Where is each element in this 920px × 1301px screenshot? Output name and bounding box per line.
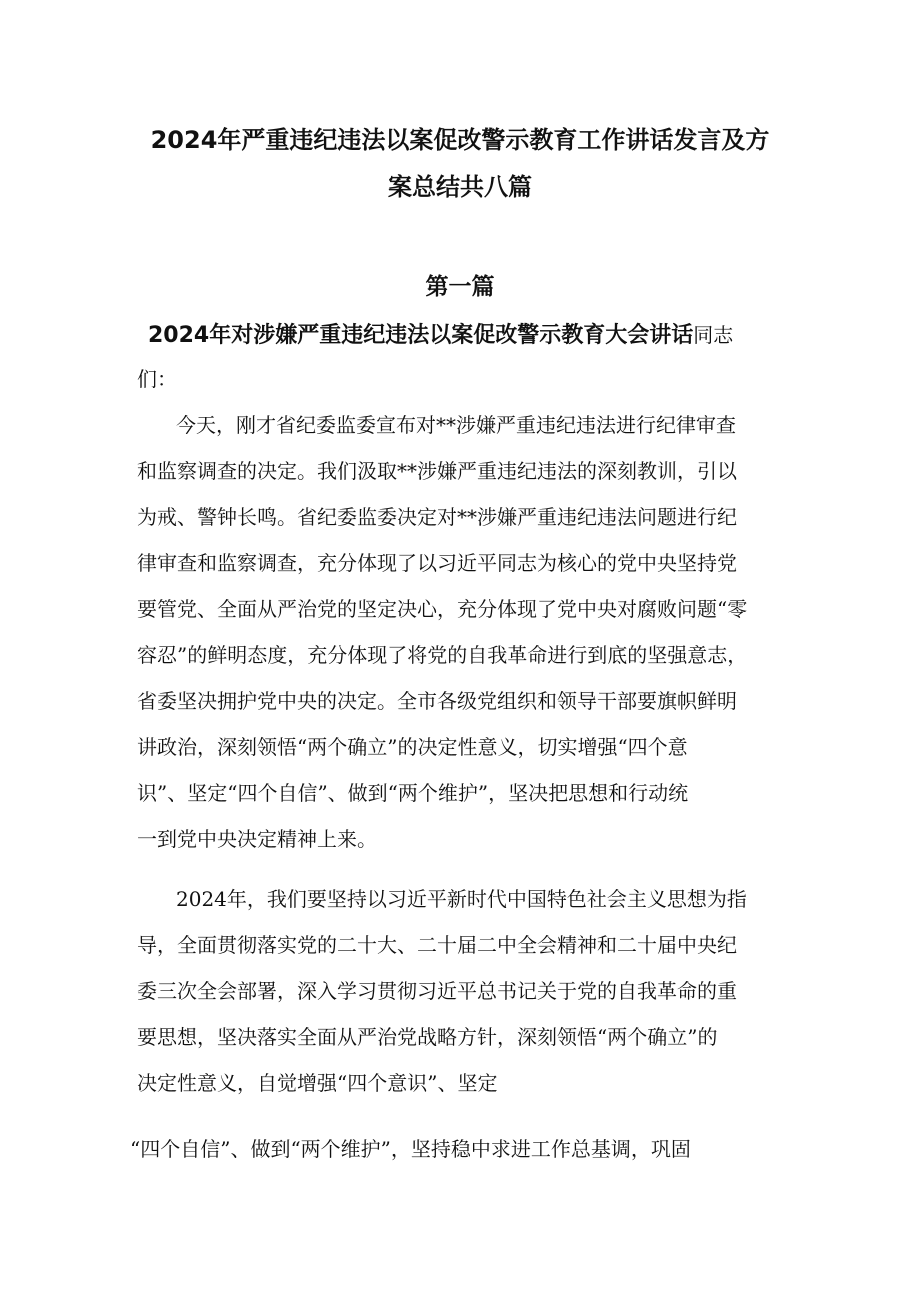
document-title-line-1: 2024年严重违纪违法以案促改警示教育工作讲话发言及方 (150, 126, 770, 154)
paragraph-2-line: 2024年，我们要坚持以习近平新时代中国特色社会主义思想为指 (176, 887, 747, 911)
paragraph-1-line: 识”、坚定“四个自信”、做到“两个维护”，坚决把思想和行动统 (137, 781, 689, 805)
paragraph-1-line: 今天，刚才省纪委监委宣布对**涉嫌严重违纪违法进行纪律审查 (176, 413, 736, 437)
paragraph-1-line: 一到党中央决定精神上来。 (137, 827, 377, 851)
paragraph-2-line: 要思想，坚决落实全面从严治党战略方针，深刻领悟“两个确立”的 (137, 1025, 718, 1049)
paragraph-1-line: 讲政治，深刻领悟“两个确立”的决定性意义，切实增强“四个意 (137, 735, 688, 759)
salutation-part-2: 们： (137, 367, 177, 391)
paragraph-1-line: 容忍”的鲜明态度，充分体现了将党的自我革命进行到底的坚强意志， (137, 643, 748, 667)
document-title-line-2: 案总结共八篇 (388, 173, 532, 201)
paragraph-2-line: 决定性意义，自觉增强“四个意识”、坚定 (137, 1071, 498, 1095)
paragraph-1-line: 要管党、全面从严治党的坚定决心，充分体现了党中央对腐败问题“零 (137, 597, 748, 621)
paragraph-2-line: 委三次全会部署，深入学习贯彻习近平总书记关于党的自我革命的重 (137, 979, 737, 1003)
salutation-part-1: 同志 (693, 323, 734, 347)
speech-title-line (148, 318, 733, 349)
paragraph-1-line: 省委坚决拥护党中央的决定。全市各级党组织和领导干部要旗帜鲜明 (137, 689, 737, 713)
paragraph-1-line: 为戒、警钟长鸣。省纪委监委决定对**涉嫌严重违纪违法问题进行纪 (137, 505, 737, 529)
speech-title: 2024年对涉嫌严重违纪违法以案促改警示教育大会讲话 (148, 323, 694, 348)
paragraph-2-line: “四个自信”、做到“两个维护”，坚持稳中求进工作总基调，巩固 (130, 1137, 691, 1161)
paragraph-1-line: 和监察调查的决定。我们汲取**涉嫌严重违纪违法的深刻教训，引以 (137, 459, 737, 483)
paragraph-1-line: 律审查和监察调查，充分体现了以习近平同志为核心的党中央坚持党 (137, 551, 737, 575)
paragraph-2-line: 导，全面贯彻落实党的二十大、二十届二中全会精神和二十届中央纪 (137, 933, 737, 957)
section-heading: 第一篇 (425, 274, 495, 300)
